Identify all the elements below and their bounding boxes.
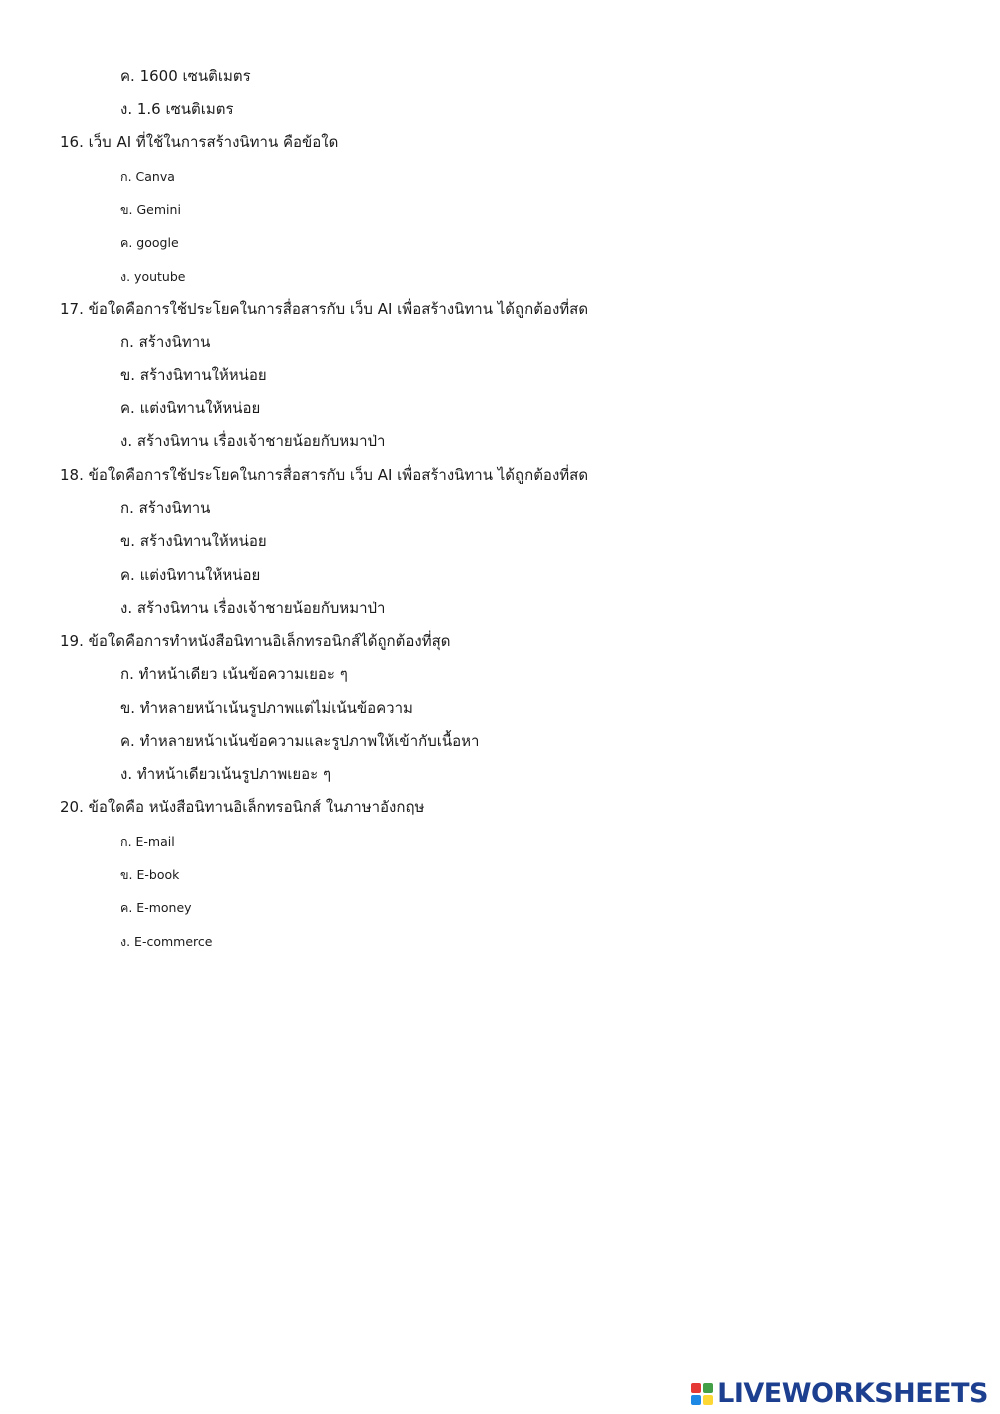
option-b-q19[interactable]: ข. ทำหลายหน้าเน้นรูปภาพแต่ไม่เน้นข้อความ (120, 699, 413, 717)
option-c-q19[interactable]: ค. ทำหลายหน้าเน้นข้อความและรูปภาพให้เข้ากับเนื้อหา (120, 732, 480, 750)
option-c-q18[interactable]: ค. แต่งนิทานให้หน่อย (120, 566, 261, 584)
question-16: 16. เว็บ AI ที่ใช้ในการสร้างนิทาน คือข้อใด (60, 133, 339, 151)
logo-square-green (703, 1383, 713, 1393)
option-d-q15: ง. 1.6 เซนติเมตร (120, 100, 234, 118)
liveworksheets-logo (691, 1378, 988, 1409)
option-d-q19[interactable]: ง. ทำหน้าเดียวเน้นรูปภาพเยอะ ๆ (120, 765, 332, 783)
option-a-q18[interactable]: ก. สร้างนิทาน (120, 499, 211, 517)
option-d-q17[interactable]: ง. สร้างนิทาน เรื่องเจ้าชายน้อยกับหมาป่า (120, 432, 386, 450)
option-c-q17[interactable]: ค. แต่งนิทานให้หน่อย (120, 399, 261, 417)
option-b-q20[interactable]: ข. E-book (120, 867, 180, 882)
option-a-q20[interactable]: ก. E-mail (120, 834, 175, 849)
logo-square-red (691, 1383, 701, 1393)
option-d-q16[interactable]: ง. youtube (120, 269, 186, 284)
option-a-q19[interactable]: ก. ทำหน้าเดียว เน้นข้อความเยอะ ๆ (120, 665, 348, 683)
question-20: 20. ข้อใดคือ หนังสือนิทานอิเล็กทรอนิกส์ ในภาษาอังกฤษ (60, 798, 425, 816)
option-d-q20[interactable]: ง. E-commerce (120, 934, 213, 949)
question-17: 17. ข้อใดคือการใช้ประโยคในการสื่อสารกับ เว็บ AI เพื่อสร้างนิทาน ได้ถูกต้องที่สด (60, 300, 589, 318)
option-d-q18[interactable]: ง. สร้างนิทาน เรื่องเจ้าชายน้อยกับหมาป่า (120, 599, 386, 617)
liveworksheets-logo-icon (691, 1383, 713, 1405)
option-c-q20[interactable]: ค. E-money (120, 900, 192, 915)
option-c-q16[interactable]: ค. google (120, 235, 179, 250)
option-b-q16[interactable]: ข. Gemini (120, 202, 181, 217)
option-a-q17[interactable]: ก. สร้างนิทาน (120, 333, 211, 351)
logo-text: LIVEWORKSHEETS (717, 1378, 988, 1409)
question-19: 19. ข้อใดคือการทำหนังสือนิทานอิเล็กทรอนิกส์ได้ถูกต้องที่สุด (60, 632, 451, 650)
logo-square-blue (691, 1395, 701, 1405)
option-a-q16[interactable]: ก. Canva (120, 169, 175, 184)
option-b-q17[interactable]: ข. สร้างนิทานให้หน่อย (120, 366, 267, 384)
option-c-q15: ค. 1600 เซนติเมตร (120, 67, 251, 85)
question-18: 18. ข้อใดคือการใช้ประโยคในการสื่อสารกับ เว็บ AI เพื่อสร้างนิทาน ได้ถูกต้องที่สด (60, 466, 589, 484)
option-b-q18[interactable]: ข. สร้างนิทานให้หน่อย (120, 532, 267, 550)
logo-square-yellow (703, 1395, 713, 1405)
